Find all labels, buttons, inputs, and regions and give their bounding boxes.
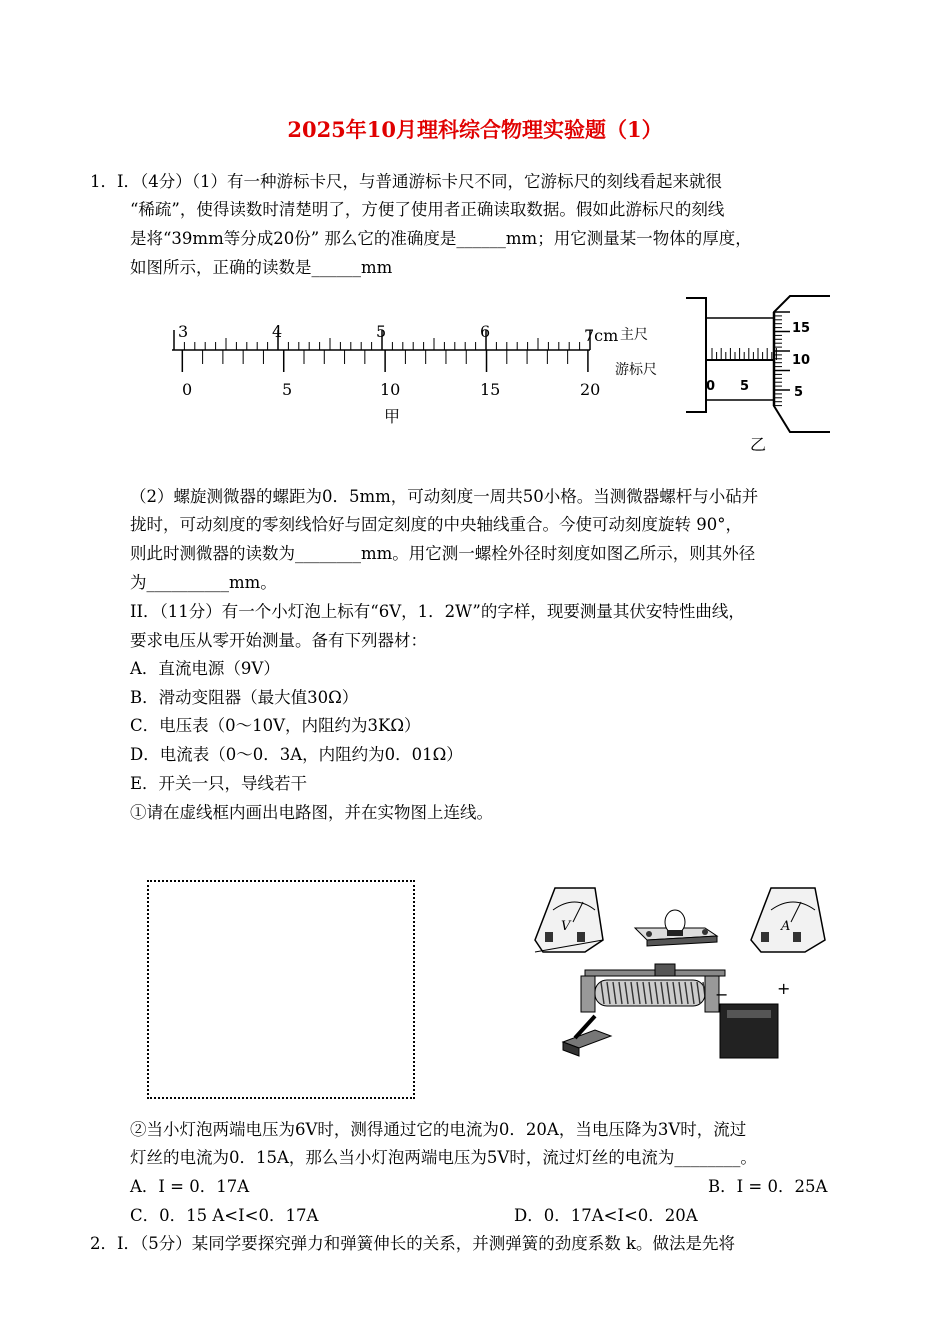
q1-II-line-1: II．（11分）有一个小灯泡上标有“6V，1．2W”的字样，现要测量其伏安特性曲线， [130,602,745,621]
figure-caption-yi: 乙 [750,435,767,454]
battery-minus: − [715,985,729,1004]
main-tick-label: 6 [480,322,491,341]
main-tick-label: 5 [376,322,387,341]
q1p2-line-2: 拢时，可动刻度的零刻线恰好与固定刻度的中央轴线重合。今使可动刻度旋转 90°， [130,515,742,534]
q1p2-line-4: 为__________mm。 [130,573,277,592]
vernier-tick-label: 10 [380,380,401,399]
q1-line-2: “稀疏”，使得读数时清楚明了，方便了使用者正确读取数据。假如此游标尺的刻线 [130,200,725,219]
ammeter-icon [751,888,825,952]
equipment-item: C．电压表（0～10V，内阻约为3KΩ） [130,716,421,735]
sleeve-tick-label: 0 [706,379,716,394]
sleeve-ticks [712,348,776,360]
rheostat-icon [581,964,725,1012]
sleeve-tick-label: 5 [740,379,750,394]
equipment-item: B．滑动变阻器（最大值30Ω） [130,688,359,707]
instruction-2-line-1: ②当小灯泡两端电压为6V时，测得通过它的电流为0．20A，当电压降为3V时，流过 [130,1120,747,1139]
q1-line-3: 是将“39mm等分成20份” 那么它的准确度是______mm；用它测量某一物体的厚度， [130,229,752,248]
instruction-1: ①请在虚线框内画出电路图，并在实物图上连线。 [130,803,493,822]
choice-b: B．I = 0．25A [708,1177,828,1196]
thimble-bottom [774,400,830,432]
q2-line-1: 2．I．（5分）某同学要探究弹力和弹簧伸长的关系，并测弹簧的劲度系数 k。做法是先将 [90,1234,736,1253]
battery-plus: + [777,979,791,998]
q1-line-1: 1．I．（4分）（1）有一种游标卡尺，与普通游标卡尺不同，它游标尺的刻线看起来就很 [90,172,723,191]
micrometer-frame [686,298,706,412]
lamp-icon [635,910,717,946]
q1-II-line-2: 要求电压从零开始测量。备有下列器材： [130,631,427,650]
vernier-tick-label: 5 [282,380,293,399]
thimble-ticks [774,312,790,406]
choice-c: C．0．15 A<I<0．17A [130,1206,319,1225]
q1-line-4: 如图所示，正确的读数是______mm [130,258,393,277]
apparatus-figure [525,880,835,1070]
thimble-tick-label: 5 [794,385,804,400]
voltmeter-label: V [561,919,571,934]
vernier-scale-ticks [182,350,588,372]
main-tick-label: 7cm [584,326,619,345]
vernier-tick-label: 20 [580,380,601,399]
thimble-top [774,296,830,318]
thimble-tick-label: 10 [792,353,811,368]
micrometer-figure [682,290,842,460]
circuit-drawing-box[interactable] [147,880,415,1099]
switch-icon [563,1016,611,1056]
page-title: 2025年10月理科综合物理实验题（1） [287,117,663,142]
choice-a: A．I = 0．17A [130,1177,250,1196]
main-tick-label: 3 [178,322,189,341]
vernier-tick-label: 0 [182,380,193,399]
equipment-item: E．开关一只，导线若干 [130,774,308,793]
choice-d: D．0．17A<I<0．20A [514,1206,698,1225]
figure-caption-jia: 甲 [384,407,401,426]
equipment-item: A．直流电源（9V） [130,659,280,678]
q1p2-line-3: 则此时测微器的读数为________mm。用它测一螺栓外径时刻度如图乙所示，则其外径 [130,544,756,563]
main-tick-label: 4 [272,322,283,341]
vernier-caliper-figure [160,318,670,433]
vernier-tick-label: 15 [480,380,501,399]
voltmeter-icon [535,888,603,952]
q1p2-line-1: （2）螺旋测微器的螺距为0．5mm，可动刻度一周共50小格。当测微器螺杆与小砧并 [130,487,759,506]
ammeter-label: A [781,919,791,934]
equipment-item: D．电流表（0～0．3A，内阻约为0．01Ω） [130,745,463,764]
thimble-tick-label: 15 [792,321,811,336]
vernier-scale-label: 游标尺 [615,362,657,378]
instruction-2-line-2: 灯丝的电流为0．15A，那么当小灯泡两端电压为5V时，流过灯丝的电流为________。 [130,1148,757,1167]
main-scale-label: 主尺 [620,327,648,343]
battery-icon [715,979,790,1058]
